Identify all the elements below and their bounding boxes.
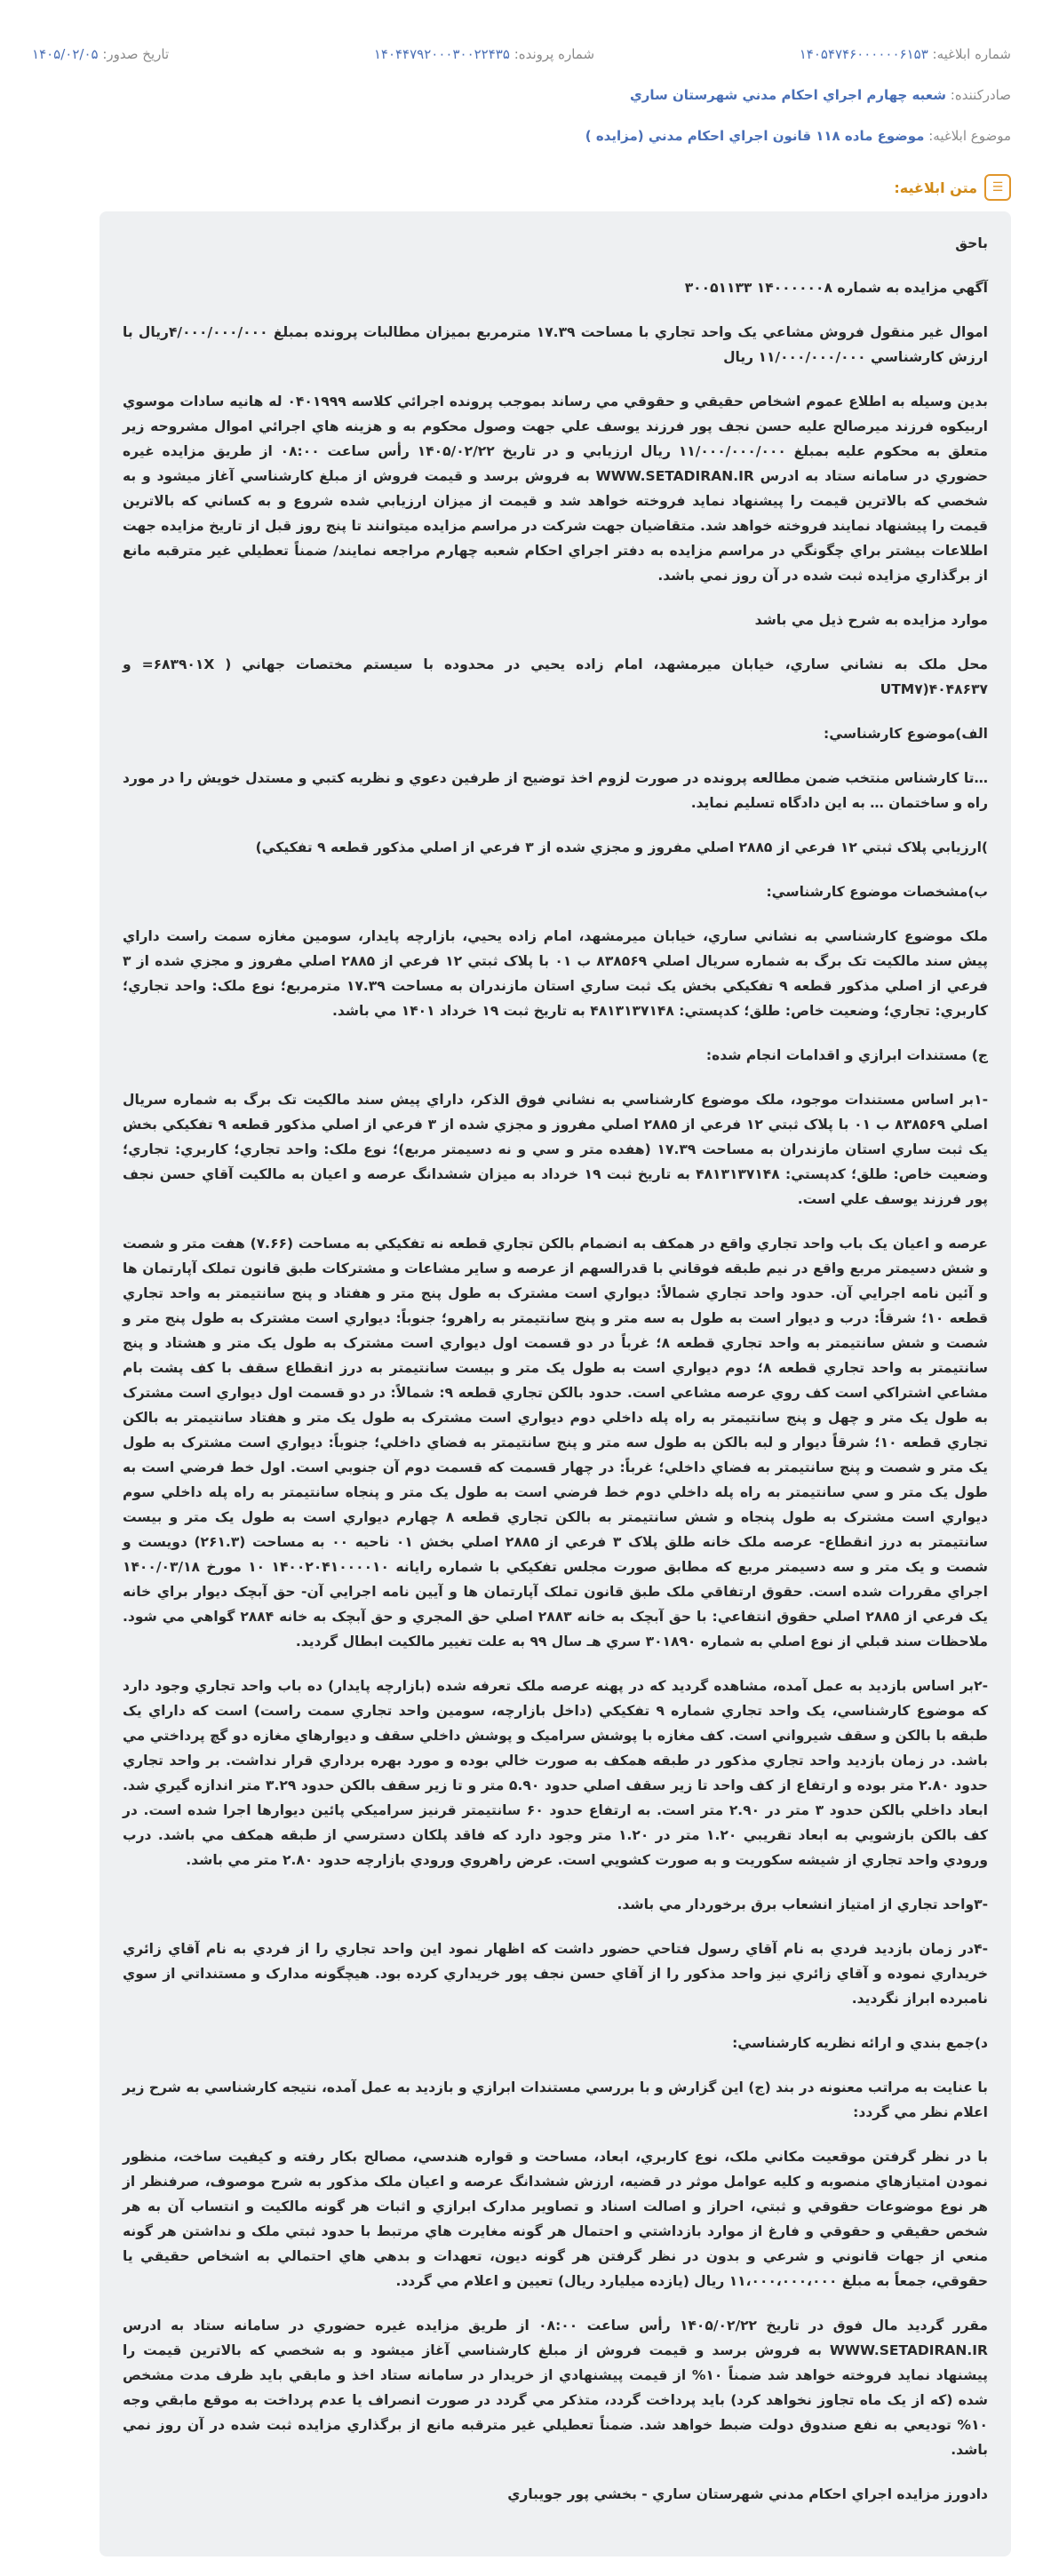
paragraph-19: با عنايت به مراتب معنونه در بند (ج) اين گزارش و با بررسي مستندات ابرازي و بازديد به عمل آمده، نتيجه کارشناسي به شرح زير اعلام نظر مي گردد: xyxy=(123,2079,988,2120)
paragraph-13: -۱بر اساس مستندات موجود، ملک موضوع کارشناسي به نشاني فوق الذکر، داراي پيش سند مالکيت تک برگ به شماره سريال اصلي ۸۳۸۵۶۹ ب ۰۱ با پلاک ثبتي ۱۲ فرعي از ۲۸۸۵ اصلي مفروز و مجزي شده از ۳ فرعي از اصلي مذکور قطعه ۹ تفکيکي بخش يک ثبت ساري استان مازندران به مساحت ۱۷.۳۹ (هفده متر و سي و نه دسيمتر مربع)؛ نوع ملک: واحد تجاري؛ کاربري: تجاري؛ وضعيت خاص: طلق؛ کدپستي: ۴۸۱۳۱۳۷۱۴۸ به تاريخ ثبت ۱۹ خرداد به ميزان ششدانگ عرصه و اعيان به مالکيت آقاي حسن نجف پور فرزند يوسف علي است. xyxy=(123,1092,988,1207)
issuer-label: صادرکننده: xyxy=(950,87,1011,103)
paragraph-18: د)جمع بندي و ارائه نظريه کارشناسي: xyxy=(732,2035,988,2051)
notice-number-value: ۱۴۰۵۴۷۴۶۰۰۰۰۰۰۶۱۵۳ xyxy=(799,46,928,62)
paragraph-4: بدين وسيله به اطلاع عموم اشخاص حقيقي و حقوقي مي رساند بموجب پرونده اجرائي کلاسه ۰۴۰۱۹۹۹ له هانيه سادات موسوي اربيکوه فرزند ميرصالح عليه حسن نجف پور فرزند يوسف علي جهت وصول محکوم به و هزينه هاي اجرائي اموال مشروحه زير متعلق به محکوم عليه بمبلغ ۱۱/۰۰۰/۰۰۰/۰۰۰ ريال ارزيابي و در تاريخ ۱۴۰۵/۰۲/۲۲ رأس ساعت ۰۸:۰۰ از طريق مزايده غيره حضوري در سامانه ستاد به ادرس WWW.SETADIRAN.IR به فروش برسد و قيمت فروش از مبلغ کارشناسي آغاز ميشود و به شخصي که بالاترين قيمت را پيشنهاد نمايد فروخته خواهد شد و قيمت از ميزان ارزيابي شده شروع و به کساني که بالاترين قيمت را پيشنهاد نمايند فروخته خواهد شد. متقاضيان جهت شرکت در مراسم مزايده ميتوانند تا پنج روز قبل از تاريخ مزايده جهت اطلاعات بيشتر براي چگونگي در مراسم مزايده به دفتر اجراي احکام شعبه چهارم مراجعه نمايند/ ضمناً تعطيلي غير مترقبه مانع از برگذاري مزايده ثبت شده در آن روز نمي باشد. xyxy=(123,394,988,584)
issue-date-label: تاریخ صدور: xyxy=(102,46,170,62)
notice-text-title: متن ابلاغیه: xyxy=(894,179,977,196)
issue-date-value: ۱۴۰۵/۰۲/۰۵ xyxy=(32,46,99,62)
paragraph-20: با در نظر گرفتن موقعيت مکاني ملک، نوع کاربري، ابعاد، مساحت و قواره هندسي، مصالح بکار رفته و کيفيت ساخت، منظور نمودن امتيازهاي منصوبه و کليه عوامل موثر در قضيه، ارزش ششدانگ عرصه و اعيان ملک مذکور به شرح موصوف، صرفنظر از هر نوع موضوعات حقوقي و ثبتي، احراز و اصالت اسناد و تصاوير مدارک ابرازي و اثبات هر گونه مالکيت و انتساب آن به هر شخص حقيقي و حقوقي و فارغ از موارد بازداشتي و احتمال هر گونه مغايرت هاي مرتبط با حدود ثبتي ملک و نداشتن هر گونه منعي از جهات قانوني و شرعي و بدون در نظر گرفتن هر گونه ديون، تعهدات و بدهي هاي احتمالي به اشخاص حقيقي يا حقوقي، جمعاً به مبلغ ۱۱،۰۰۰،۰۰۰،۰۰۰ ريال (يازده ميليارد ريال) تعيين و اعلام مي گردد. xyxy=(123,2149,988,2289)
paragraph-16: -۳واحد تجاري از امتياز انشعاب برق برخوردار مي باشد. xyxy=(617,1896,988,1912)
case-number-label: شماره پرونده: xyxy=(514,46,595,62)
notice-text-heading xyxy=(894,174,1011,201)
paragraph-12: ج) مستندات ابرازي و اقدامات انجام شده: xyxy=(705,1047,988,1063)
notice-number-label: شماره ابلاغیه: xyxy=(932,46,1011,62)
notice-text-panel xyxy=(100,211,1011,2556)
paragraph-14: عرصه و اعيان يک باب واحد تجاري واقع در همکف به انضمام بالکن تجاري قطعه نه تفکيکي به مساحت (۷.۶۶) هفت متر و شصت و شش دسيمتر مربع واقع در نيم طبقه فوقاني با قدرالسهم از عرصه و ساير مشاعات و مشترکات طبق قانون تملک آپارتمان ها و آئين نامه اجرايي آن. حدود واحد تجاري شمالاً: ديواري است مشترک به طول پنج متر و هفتاد و پنج سانتيمتر به واحد تجاري قطعه ۱۰؛ شرقاً: درب و ديوار است به طول به سه متر و پنج سانتيمتر به راهرو؛ جنوباً: ديواري است مشترک به طول پنج متر و شصت و شش سانتيمتر به واحد تجاري قطعه ۸؛ غرباً در دو قسمت اول ديواري است مشترک به طول يک متر و هشتاد و پنج سانتيمتر به واحد تجاري قطعه ۸؛ دوم ديواري است به طول يک متر و بيست سانتيمتر به درز انقطاع سقف با کف پشت بام مشاعي اشتراکي است کف روي عرصه مشاعي است. حدود بالکن تجاري قطعه ۹: شمالاً: در دو قسمت اول ديواري است مشترک به طول يک متر و چهل و پنج سانتيمتر به راه پله داخلي دوم ديواري است مشترک به طول يک متر و هفتاد سانتيمتر به بالکن تجاري قطعه ۱۰؛ شرقاً ديوار و لبه بالکن به طول سه متر و پنج سانتيمتر به فضاي داخلي؛ جنوباً: ديواري است مشترک به طول يک متر و شصت و پنج سانتيمتر به فضاي داخلي؛ غرباً: در چهار قسمت که قسمت دوم آن جنوبي است. اول خط فرضي است به طول يک متر و سي سانتيمتر به راه پله داخلي دوم خط فرضي است به طول يک متر و پنجاه سانتيمتر به راه پله داخلي سوم ديواري است مشترک به طول پنجاه و شش سانتيمتر به بالکن تجاري قطعه ۸ چهارم ديواري است به طول يک متر و بيست سانتيمتر به درز انقطاع- عرصه ملک خانه طلق پلاک ۳ فرعي از ۲۸۸۵ اصلي بخش ۰۱ ناحيه ۰۰ به مساحت (۲۶۱.۳) دويست و شصت و يک متر و سه دسيمتر مربع که مطابق صورت مجلس تفکيکي با شماره رايانه ۱۴۰۰۲۰۴۱۰۰۰۰۱۰ ۱۰ مورخ ۱۴۰۰/۰۳/۱۸ اجراي مقررات شده است. حقوق ارتفاقي ملک طبق قانون تملک آپارتمان ها و آيين نامه اجرايي آن- حق آبچک ديوار براي خانه يک فرعي از ۲۸۸۵ اصلي حقوق انتفاعي: با حق آبچک به خانه ۲۸۸۳ اصلي حق المجري و حق آبچک به خانه ۲۸۸۴ گواهي مي شود. ملاحظات سند قبلي از نوع اصلي به شماره ۳۰۱۸۹۰ سري هـ سال ۹۹ به علت تغيير مالکيت ابطال گرديد. xyxy=(123,1236,989,1650)
case-number-value: ۱۴۰۴۴۷۹۲۰۰۰۳۰۰۲۲۴۳۵ xyxy=(373,46,510,62)
document-icon: ☰ xyxy=(984,174,1011,201)
case-number xyxy=(374,46,594,62)
paragraph-5: موارد مزايده به شرح ذيل مي باشد xyxy=(754,612,988,628)
paragraph-21: مقرر گرديد مال فوق در تاريخ ۱۴۰۵/۰۲/۲۲ رأس ساعت ۰۸:۰۰ از طريق مزايده غيره حضوري در سامانه ستاد به ادرس WWW.SETADIRAN.IR به فروش برسد و قيمت فروش از مبلغ کارشناسي آغاز ميشود و به شخصي که بالاترين قيمت را پيشنهاد نمايد فروخته خواهد شد ضمناً ۱۰% از قيمت پيشنهادي از خريدار در سامانه ستاد اخذ و مابقي بايد ظرف مدت مشخص شده (که از يک ماه تجاوز نخواهد کرد) بايد پرداخت گردد، متذکر مي گردد در صورت انصراف يا عدم پرداخت به موقع مابقي وجه ۱۰% توديعي به نفع صندوق دولت ضبط خواهد شد. ضمناً تعطيلي غير مترقبه مانع از برگذاري مزايده ثبت شده در آن روز نمي باشد. xyxy=(123,2318,989,2458)
subject-row xyxy=(585,128,1011,144)
paragraph-11: ملک موضوع کارشناسي به نشاني ساري، خيابان ميرمشهد، امام زاده يحيي، بازارچه پايدار، سومين مغازه سمت راست داراي پيش سند مالکيت تک برگ به شماره سريال اصلي ۸۳۸۵۶۹ ب ۰۱ با پلاک ثبتي ۱۲ فرعي از ۲۸۸۵ اصلي مفروز و مجزي شده از ۳ فرعي از اصلي مذکور قطعه ۹ تفکيکي بخش يک ثبت ساري استان مازندران به مساحت ۱۷.۳۹ مترمربع؛ نوع ملک: واحد تجاري؛ کاربري: تجاري؛ وضعيت خاص: طلق؛ کدپستي: ۴۸۱۳۱۳۷۱۴۸ به تاريخ ثبت ۱۹ خرداد ۱۴۰۱ مي باشد. xyxy=(123,928,988,1019)
issuer-row xyxy=(630,87,1011,103)
paragraph-8: …تا کارشناس منتخب ضمن مطالعه پرونده در صورت لزوم اخذ توضيح از طرفين دعوي و نظريه کتبي و مستدل خويش را در مورد راه و ساختمان … به اين دادگاه تسليم نمايد. xyxy=(123,770,988,811)
paragraph-2: آگهي مزايده به شماره ۱۴۰۰۰۰۰۰۸ ۳۰۰۵۱۱۳۳ xyxy=(684,280,988,296)
paragraph-9: )ارزيابي پلاک ثبتي ۱۲ فرعي از ۲۸۸۵ اصلي مفروز و مجزي شده از ۳ فرعي از اصلي مذکور قطعه ۹ تفکيکي) xyxy=(255,839,988,855)
paragraph-3: اموال غیر منقول فروش مشاعي يک واحد تجاري با مساحت ۱۷.۳۹ مترمربع بميزان مطالبات پرونده بمبلغ ۴/۰۰۰/۰۰۰/۰۰۰ريال با ارزش كارشناسي ۱۱/۰۰۰/۰۰۰/۰۰۰ ريال xyxy=(123,324,988,365)
paragraph-17: -۴در زمان بازديد فردي به نام آقاي رسول فتاحي حضور داشت که اظهار نمود اين واحد تجاري را از فردي به نام آقاي زائري خريداري نموده و آقاي زائري نيز واحد مذکور را از آقاي حسن نجف پور خريداري کرده بود. هيچگونه مدارک و مستنداتي از سوي نامبرده ابراز نگرديد. xyxy=(123,1941,988,2007)
paragraph-15: -۲بر اساس بازديد به عمل آمده، مشاهده گرديد که در پهنه عرصه ملک تعرفه شده (بازارچه پايدار) ده باب واحد تجاري وجود دارد که موضوع کارشناسي، يک واحد تجاري شماره ۹ تفکيکي (داخل بازارچه، سومين واحد تجاري سمت راست) است که داراي يک طبقه با بالکن و سقف شيرواني است. کف مغازه با پوشش سراميک و پوشش داخلي سقف و ديوارهاي مغازه دو گچ پرداختي مي باشد. در زمان بازديد واحد تجاري مذکور در طبقه همکف به صورت خالي بوده و مورد بهره برداري قرار نداشت. بر واحد تجاري حدود ۲.۸۰ متر بوده و ارتفاع از کف واحد تا زير سقف اصلي حدود ۵.۹۰ متر و تا زير سقف بالکن حدود ۳.۲۹ متر اندازه گيري شد. ابعاد داخلي بالکن حدود ۳ متر در ۲.۹۰ متر است. به ارتفاع حدود ۶۰ سانتيمتر قرنيز سراميکي پائين ديوارها اجرا شده است. در کف بالکن بازشويي به ابعاد تقريبي ۱.۲۰ متر در ۱.۲۰ متر وجود دارد که فاقد پلکان دسترسي از طبقه همکف مي باشد. درب ورودي واحد تجاري از شيشه سکوريت و به صورت کشويي است. عرض راهروي ورودي بازارچه حدود ۲.۸۰ متر مي باشد. xyxy=(123,1678,989,1868)
paragraph-7: الف)موضوع کارشناسي: xyxy=(824,726,988,742)
subject-label: موضوع ابلاغیه: xyxy=(928,128,1011,144)
issue-date xyxy=(32,46,169,62)
paragraph-6: محل ملک به نشاني ساري، خيابان ميرمشهد، امام زاده يحيي در محدوده با سيستم مختصات جهاني ( ۶۸۳۹۰۱X= و ۴۰۴۸۶۳۷(UTM۷ xyxy=(123,656,988,697)
subject-value: موضوع ماده ۱۱۸ قانون اجراي احکام مدني (مزايده ) xyxy=(585,128,925,144)
notice-number xyxy=(800,46,1011,62)
paragraph-10: ب)مشخصات موضوع کارشناسي: xyxy=(766,884,988,900)
paragraph-22: دادورز مزايده اجراي احكام مدني شهرستان ساري - بخشي پور جويباري xyxy=(507,2486,988,2502)
paragraph-1: باحق xyxy=(955,235,988,251)
header-meta-row xyxy=(32,46,1011,62)
issuer-value: شعبه چهارم اجراي احکام مدني شهرستان ساري xyxy=(629,87,946,103)
